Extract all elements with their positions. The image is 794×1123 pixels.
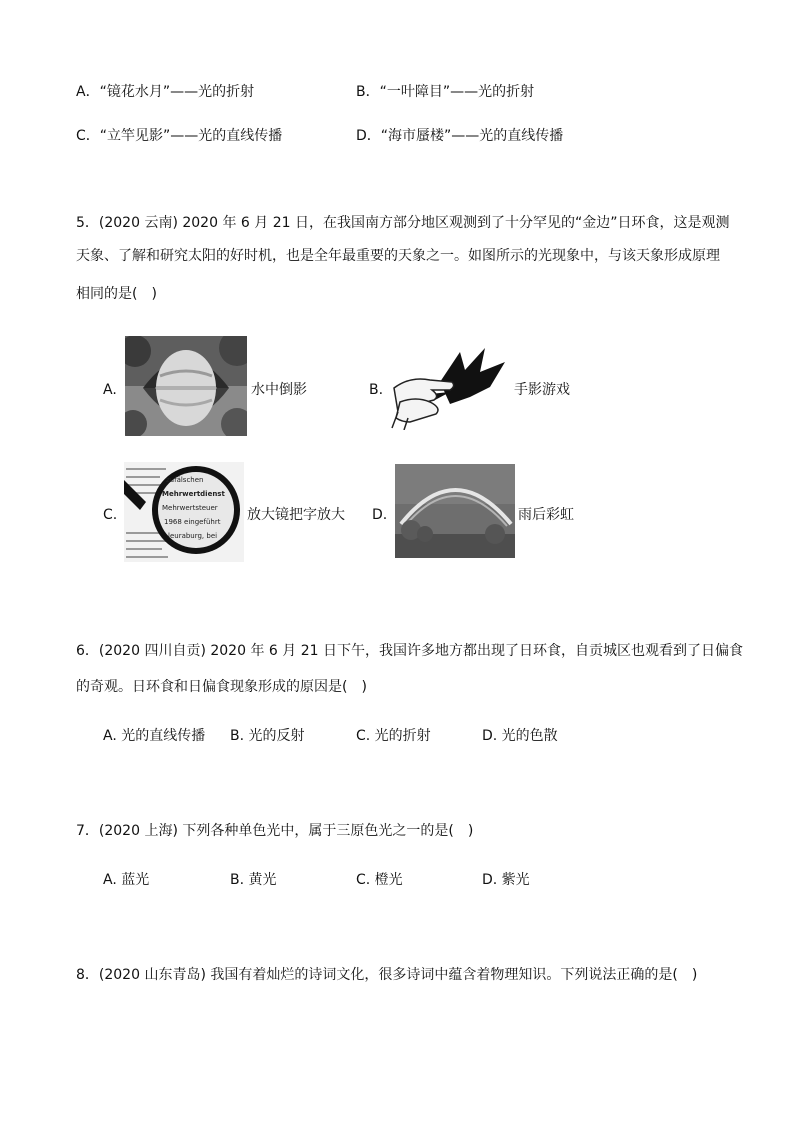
q5-option-a-caption: 水中倒影 — [251, 382, 307, 398]
q5-option-c-caption: 放大镜把字放大 — [247, 507, 345, 523]
bridge-reflection-photo — [125, 336, 247, 436]
magnifier-text-3: Mehrwertsteuer — [162, 504, 218, 512]
q7-stem-line-1: 7．(2020 上海) 下列各种单色光中，属于三原色光之一的是( ) — [76, 823, 474, 839]
q6-stem-line-1: 6．(2020 四川自贡) 2020 年 6 月 21 日下午，我国许多地方都出现了日环食，自贡城区也观看到了日偏食 — [76, 643, 743, 659]
magnifier-text-5: leuraburg, bei — [168, 532, 218, 540]
q5-option-d-caption: 雨后彩虹 — [518, 507, 574, 523]
magnifier-text-1: zufälschen — [166, 476, 204, 484]
q5-option-b-caption: 手影游戏 — [514, 382, 570, 398]
q8-stem-line-1: 8．(2020 山东青岛) 我国有着灿烂的诗词文化，很多诗词中蕴含着物理知识。下列说法正确的是( ) — [76, 967, 698, 983]
magnifier-text-2: Mehrwertdienst — [162, 490, 225, 498]
q7-option-b: B. 黄光 — [230, 872, 277, 888]
q5-option-d-letter: D. — [372, 507, 388, 523]
q6-option-c: C. 光的折射 — [356, 728, 431, 744]
q6-option-a: A. 光的直线传播 — [103, 728, 206, 744]
hand-shadow-photo — [390, 342, 510, 430]
magnifier-photo — [124, 462, 244, 562]
q5-option-a-letter: A. — [103, 382, 117, 398]
q5-option-b-letter: B. — [369, 382, 384, 398]
q7-option-d: D. 紫光 — [482, 872, 530, 888]
q5-stem-line-2: 天象、了解和研究太阳的好时机，也是全年最重要的天象之一。如图所示的光现象中，与该天象形成原理 — [76, 248, 720, 264]
q6-option-d: D. 光的色散 — [482, 728, 558, 744]
q4-option-d: D．“海市蜃楼”——光的直线传播 — [356, 128, 564, 144]
q7-option-a: A. 蓝光 — [103, 872, 150, 888]
magnifier-text-4: 1968 eingeführt — [164, 518, 221, 526]
q7-option-c: C. 橙光 — [356, 872, 403, 888]
q6-stem-line-2: 的奇观。日环食和日偏食现象形成的原因是( ) — [76, 679, 367, 695]
q5-option-c-letter: C. — [103, 507, 118, 523]
rainbow-photo — [395, 464, 515, 558]
q5-stem-line-3: 相同的是( ) — [76, 286, 157, 302]
q4-option-c: C．“立竿见影”——光的直线传播 — [76, 128, 283, 144]
q5-stem-line-1: 5．(2020 云南) 2020 年 6 月 21 日，在我国南方部分地区观测到了十分罕见的“金边”日环食，这是观测 — [76, 215, 730, 231]
q4-option-a: A．“镜花水月”——光的折射 — [76, 84, 255, 100]
q4-option-b: B．“一叶障目”——光的折射 — [356, 84, 535, 100]
q6-option-b: B. 光的反射 — [230, 728, 305, 744]
